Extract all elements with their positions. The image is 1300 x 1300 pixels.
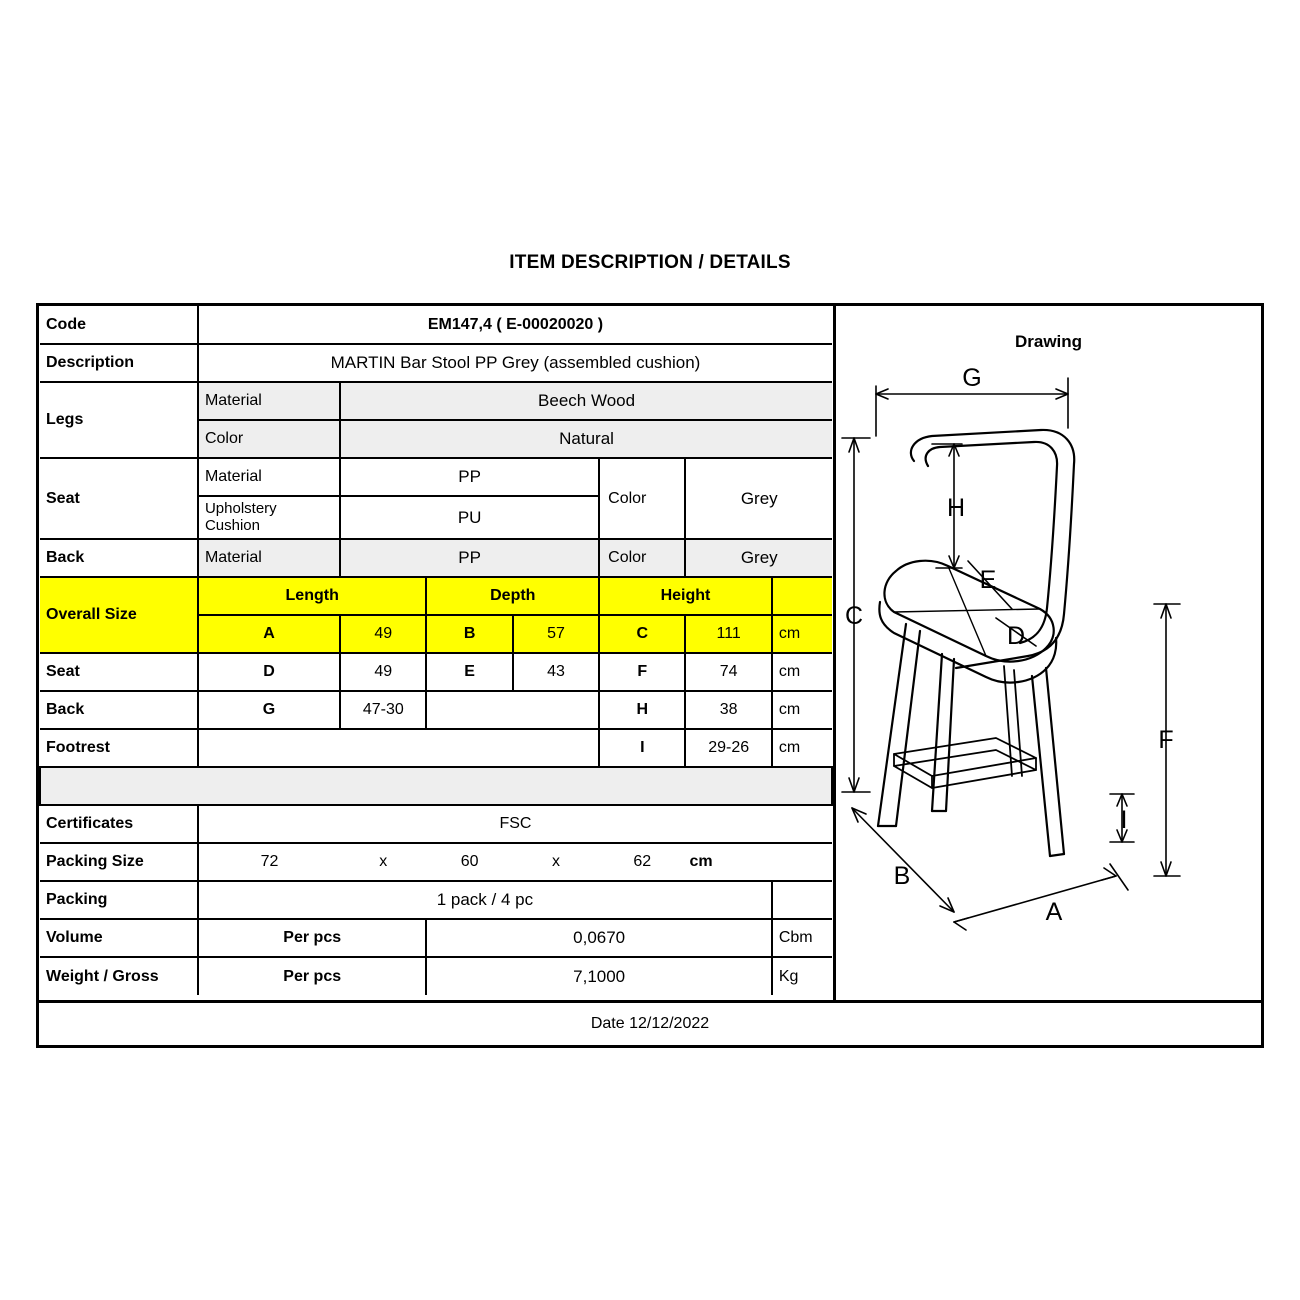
back-material-value: PP <box>340 539 599 577</box>
seat-material-value: PP <box>340 458 599 496</box>
footrest-i-value: 29-26 <box>685 729 771 767</box>
packing-label: Packing <box>40 881 198 919</box>
code-value: EM147,4 ( E-00020020 ) <box>198 306 832 344</box>
footrest-i-key: I <box>599 729 685 767</box>
date-footer <box>39 1000 1261 1045</box>
seat-upholstery-value: PU <box>340 496 599 539</box>
description-label: Description <box>40 344 198 382</box>
overall-size-label: Overall Size <box>40 577 198 653</box>
dim-label-c: C <box>844 602 864 630</box>
dim-label-b: B <box>893 862 911 890</box>
height-header: Height <box>599 577 772 615</box>
back-g-key: G <box>198 691 340 729</box>
seat-f-key: F <box>599 653 685 691</box>
drawing-area <box>836 356 1261 996</box>
seat-color-label: Color <box>599 458 685 539</box>
depth-header: Depth <box>426 577 599 615</box>
seat-e-value: 43 <box>513 653 599 691</box>
footrest-unit: cm <box>772 729 832 767</box>
weight-per: Per pcs <box>198 957 427 995</box>
spacer-cell <box>40 767 832 805</box>
spec-table <box>39 306 833 995</box>
dim-label-i: I <box>1120 806 1128 834</box>
packing-x-1: x <box>340 843 426 881</box>
certificates-label: Certificates <box>40 805 198 843</box>
weight-label: Weight / Gross <box>40 957 198 995</box>
table-row-seat-material <box>40 458 832 496</box>
overall-a-value: 49 <box>340 615 426 653</box>
packing-size-length: 72 <box>198 843 340 881</box>
table-row-certificates <box>40 805 832 843</box>
back-empty-cell <box>426 691 599 729</box>
table-row-footrest <box>40 729 832 767</box>
table-row-back-material <box>40 539 832 577</box>
table-row-code <box>40 306 832 344</box>
packing-size-unit: cm <box>685 843 832 881</box>
volume-label: Volume <box>40 919 198 957</box>
table-row-weight <box>40 957 832 995</box>
seat-color-value: Grey <box>685 458 832 539</box>
seat-dims-label: Seat <box>40 653 198 691</box>
legs-material-label: Material <box>198 382 340 420</box>
packing-size-height: 62 <box>599 843 685 881</box>
packing-unit-empty <box>772 881 832 919</box>
seat-material-label: Material <box>198 458 340 496</box>
page-title: ITEM DESCRIPTION / DETAILS <box>509 252 791 273</box>
seat-unit: cm <box>772 653 832 691</box>
footrest-empty-cell <box>198 729 599 767</box>
back-unit: cm <box>772 691 832 729</box>
table-row-overall-headers <box>40 577 832 615</box>
dim-label-d: D <box>1006 622 1026 650</box>
table-row-volume <box>40 919 832 957</box>
back-dims-label: Back <box>40 691 198 729</box>
back-label: Back <box>40 539 198 577</box>
table-row-legs-material <box>40 382 832 420</box>
back-h-key: H <box>599 691 685 729</box>
drawing-column <box>836 306 1261 1000</box>
seat-d-value: 49 <box>340 653 426 691</box>
seat-upholstery-label: Upholstery Cushion <box>198 496 340 539</box>
legs-material-value: Beech Wood <box>340 382 832 420</box>
seat-e-key: E <box>426 653 512 691</box>
table-row-back-dims <box>40 691 832 729</box>
back-h-value: 38 <box>685 691 771 729</box>
dim-label-a: A <box>1045 898 1063 926</box>
legs-color-label: Color <box>198 420 340 458</box>
code-label: Code <box>40 306 198 344</box>
overall-b-key: B <box>426 615 512 653</box>
spec-table-column <box>39 306 836 1000</box>
spec-body <box>39 306 1261 1000</box>
back-material-label: Material <box>198 539 340 577</box>
back-g-value: 47-30 <box>340 691 426 729</box>
table-row-packing-size <box>40 843 832 881</box>
seat-d-key: D <box>198 653 340 691</box>
dim-label-g: G <box>962 364 982 392</box>
table-row-packing <box>40 881 832 919</box>
legs-color-value: Natural <box>340 420 832 458</box>
back-color-value: Grey <box>685 539 832 577</box>
overall-c-value: 111 <box>685 615 771 653</box>
overall-a-key: A <box>198 615 340 653</box>
length-header: Length <box>198 577 427 615</box>
overall-unit: cm <box>772 615 832 653</box>
volume-value: 0,0670 <box>426 919 771 957</box>
dim-label-h: H <box>946 494 966 522</box>
packing-value: 1 pack / 4 pc <box>198 881 772 919</box>
dim-label-f: F <box>1158 726 1174 754</box>
overall-unit-spacer <box>772 577 832 615</box>
packing-size-label: Packing Size <box>40 843 198 881</box>
seat-f-value: 74 <box>685 653 771 691</box>
dim-label-e: E <box>979 566 997 594</box>
packing-x-2: x <box>513 843 599 881</box>
seat-label: Seat <box>40 458 198 539</box>
back-color-label: Color <box>599 539 685 577</box>
table-row-spacer <box>40 767 832 805</box>
legs-label: Legs <box>40 382 198 458</box>
certificates-value: FSC <box>198 805 832 843</box>
weight-value: 7,1000 <box>426 957 771 995</box>
overall-c-key: C <box>599 615 685 653</box>
table-row-description <box>40 344 832 382</box>
table-row-seat-dims <box>40 653 832 691</box>
footrest-label: Footrest <box>40 729 198 767</box>
overall-b-value: 57 <box>513 615 599 653</box>
packing-size-width: 60 <box>426 843 512 881</box>
bar-stool-drawing <box>836 356 1266 996</box>
volume-unit: Cbm <box>772 919 832 957</box>
spec-frame <box>36 303 1264 1048</box>
description-value: MARTIN Bar Stool PP Grey (assembled cushion) <box>198 344 832 382</box>
drawing-header: Drawing <box>1014 332 1083 351</box>
weight-unit: Kg <box>772 957 832 995</box>
volume-per: Per pcs <box>198 919 427 957</box>
date-text: Date 12/12/2022 <box>590 1015 710 1032</box>
